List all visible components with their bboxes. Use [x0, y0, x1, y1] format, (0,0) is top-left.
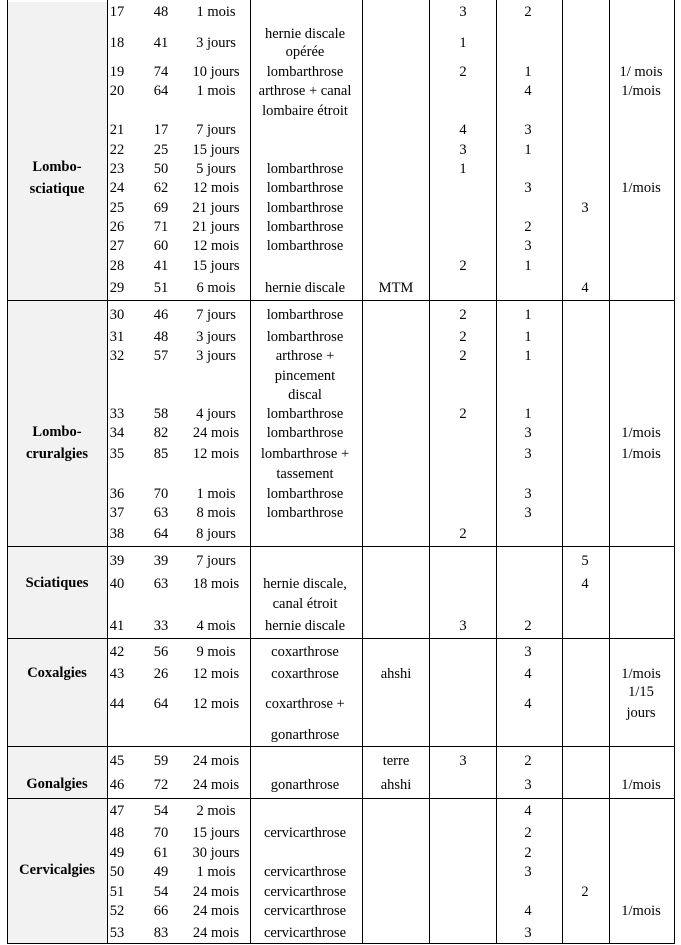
age-cell: 33 — [153, 617, 169, 634]
score-col1: 1 — [459, 160, 467, 177]
score-col2: 2 — [524, 824, 532, 841]
duration-cell: 4 jours — [196, 405, 236, 422]
group-divider — [7, 943, 675, 944]
score-col1: 1 — [459, 34, 467, 51]
score-col2: 3 — [524, 863, 532, 880]
diagnosis-cell: arthrose + — [275, 347, 335, 364]
patient-number: 48 — [109, 824, 125, 841]
patient-number: 45 — [109, 752, 125, 769]
score-col2: 1 — [524, 63, 532, 80]
duration-cell: 24 mois — [192, 752, 240, 769]
diagnosis-cell: lombarthrose — [266, 63, 344, 80]
frequency-cell: 1/mois — [621, 424, 661, 441]
score-col2: 3 — [524, 776, 532, 793]
diagnosis-cell: lombarthrose — [266, 218, 344, 235]
score-col2: 3 — [524, 924, 532, 941]
diagnosis-cell: lombarthrose + — [260, 445, 350, 462]
age-cell: 60 — [153, 237, 169, 254]
diagnosis-cell: coxarthrose + — [265, 695, 345, 712]
diagnosis-cell: hernie discale — [264, 617, 346, 634]
duration-cell: 15 jours — [192, 141, 240, 158]
age-cell: 25 — [153, 141, 169, 158]
duration-cell: 24 mois — [192, 924, 240, 941]
score-col2: 3 — [524, 485, 532, 502]
age-cell: 71 — [153, 218, 169, 235]
diagnosis-cell: lombarthrose — [266, 237, 344, 254]
diagnosis-cell: cervicarthrose — [263, 824, 347, 841]
patient-number: 42 — [109, 643, 125, 660]
age-cell: 50 — [153, 160, 169, 177]
age-cell: 70 — [153, 824, 169, 841]
duration-cell: 12 mois — [192, 695, 240, 712]
score-col1: 3 — [459, 3, 467, 20]
patient-number: 21 — [109, 121, 125, 138]
patient-number: 26 — [109, 218, 125, 235]
patient-number: 29 — [109, 279, 125, 296]
age-cell: 63 — [153, 504, 169, 521]
frequency-cell: 1/mois — [621, 776, 661, 793]
patient-number: 35 — [109, 445, 125, 462]
duration-cell: 1 mois — [196, 485, 236, 502]
age-cell: 62 — [153, 179, 169, 196]
score-col3: 2 — [581, 883, 589, 900]
duration-cell: 8 jours — [196, 525, 236, 542]
duration-cell: 12 mois — [192, 665, 240, 682]
duration-cell: 24 mois — [192, 776, 240, 793]
frequency-cell: 1/ mois — [619, 63, 663, 80]
score-col3: 5 — [581, 552, 589, 569]
patient-number: 38 — [109, 525, 125, 542]
diagnosis-cell: hernie discale — [264, 25, 346, 42]
group-label: Gonalgies — [26, 776, 88, 792]
duration-cell: 3 jours — [196, 328, 236, 345]
column-divider — [107, 0, 108, 944]
age-cell: 41 — [153, 257, 169, 274]
patient-number: 23 — [109, 160, 125, 177]
other-cell: ahshi — [380, 665, 412, 682]
duration-cell: 12 mois — [192, 179, 240, 196]
score-col1: 2 — [459, 347, 467, 364]
diagnosis-cell: lombarthrose — [266, 405, 344, 422]
duration-cell: 9 mois — [196, 643, 236, 660]
score-col2: 4 — [524, 665, 532, 682]
age-cell: 49 — [153, 863, 169, 880]
duration-cell: 24 mois — [192, 902, 240, 919]
score-col2: 4 — [524, 82, 532, 99]
age-cell: 64 — [153, 695, 169, 712]
group-cell-background — [7, 2, 107, 300]
score-col2: 1 — [524, 405, 532, 422]
age-cell: 26 — [153, 665, 169, 682]
diagnosis-cell: lombarthrose — [266, 160, 344, 177]
diagnosis-cell: lombaire étroit — [262, 102, 348, 119]
diagnosis-cell: opérée — [285, 43, 325, 60]
score-col1: 3 — [459, 141, 467, 158]
patient-number: 37 — [109, 504, 125, 521]
score-col2: 4 — [524, 902, 532, 919]
other-cell: ahshi — [380, 776, 412, 793]
age-cell: 56 — [153, 643, 169, 660]
duration-cell: 1 mois — [196, 863, 236, 880]
patient-number: 17 — [109, 3, 125, 20]
diagnosis-cell: coxarthrose — [271, 643, 339, 660]
duration-cell: 15 jours — [192, 257, 240, 274]
score-col2: 1 — [524, 257, 532, 274]
group-label: Lombo- — [32, 159, 82, 175]
score-col3: 4 — [581, 575, 589, 592]
age-cell: 54 — [153, 883, 169, 900]
diagnosis-cell: lombarthrose — [266, 328, 344, 345]
age-cell: 17 — [153, 121, 169, 138]
age-cell: 83 — [153, 924, 169, 941]
score-col1: 2 — [459, 257, 467, 274]
age-cell: 59 — [153, 752, 169, 769]
patient-number: 20 — [109, 82, 125, 99]
diagnosis-cell: hernie discale — [264, 279, 346, 296]
duration-cell: 4 mois — [196, 617, 236, 634]
diagnosis-cell: cervicarthrose — [263, 883, 347, 900]
score-col1: 4 — [459, 121, 467, 138]
patient-number: 39 — [109, 552, 125, 569]
age-cell: 54 — [153, 802, 169, 819]
patient-number: 49 — [109, 844, 125, 861]
patient-number: 43 — [109, 665, 125, 682]
duration-cell: 21 jours — [192, 199, 240, 216]
score-col2: 2 — [524, 218, 532, 235]
patient-number: 33 — [109, 405, 125, 422]
score-col2: 1 — [524, 141, 532, 158]
duration-cell: 6 mois — [196, 279, 236, 296]
score-col1: 3 — [459, 752, 467, 769]
score-col1: 2 — [459, 63, 467, 80]
score-col2: 3 — [524, 643, 532, 660]
score-col1: 3 — [459, 617, 467, 634]
score-col2: 3 — [524, 504, 532, 521]
patient-number: 40 — [109, 575, 125, 592]
duration-cell: 30 jours — [192, 844, 240, 861]
age-cell: 72 — [153, 776, 169, 793]
column-divider — [562, 0, 563, 944]
group-divider — [7, 798, 675, 799]
score-col2: 1 — [524, 347, 532, 364]
duration-cell: 7 jours — [196, 552, 236, 569]
duration-cell: 5 jours — [196, 160, 236, 177]
duration-cell: 12 mois — [192, 237, 240, 254]
age-cell: 46 — [153, 306, 169, 323]
patient-number: 19 — [109, 63, 125, 80]
duration-cell: 10 jours — [192, 63, 240, 80]
column-divider — [7, 0, 8, 944]
age-cell: 51 — [153, 279, 169, 296]
diagnosis-cell: gonarthrose — [270, 726, 340, 743]
patient-number: 41 — [109, 617, 125, 634]
age-cell: 48 — [153, 3, 169, 20]
column-divider — [496, 0, 497, 944]
patient-number: 46 — [109, 776, 125, 793]
group-label: Sciatiques — [25, 575, 89, 591]
age-cell: 69 — [153, 199, 169, 216]
score-col1: 2 — [459, 306, 467, 323]
diagnosis-cell: pincement — [274, 367, 336, 384]
age-cell: 82 — [153, 424, 169, 441]
age-cell: 48 — [153, 328, 169, 345]
duration-cell: 7 jours — [196, 306, 236, 323]
duration-cell: 2 mois — [196, 802, 236, 819]
column-divider — [362, 0, 363, 944]
column-divider — [609, 0, 610, 944]
group-label: Coxalgies — [27, 665, 87, 681]
column-divider — [429, 0, 430, 944]
group-divider — [7, 638, 675, 639]
duration-cell: 8 mois — [196, 504, 236, 521]
patient-number: 25 — [109, 199, 125, 216]
score-col2: 2 — [524, 752, 532, 769]
score-col2: 3 — [524, 445, 532, 462]
patient-number: 24 — [109, 179, 125, 196]
score-col2: 3 — [524, 121, 532, 138]
age-cell: 64 — [153, 82, 169, 99]
diagnosis-cell: discal — [288, 386, 322, 403]
age-cell: 70 — [153, 485, 169, 502]
diagnosis-cell: cervicarthrose — [263, 863, 347, 880]
diagnosis-cell: lombarthrose — [266, 306, 344, 323]
age-cell: 64 — [153, 525, 169, 542]
patient-number: 28 — [109, 257, 125, 274]
age-cell: 39 — [153, 552, 169, 569]
diagnosis-cell: lombarthrose — [266, 179, 344, 196]
age-cell: 61 — [153, 844, 169, 861]
patient-number: 52 — [109, 902, 125, 919]
duration-cell: 21 jours — [192, 218, 240, 235]
age-cell: 63 — [153, 575, 169, 592]
duration-cell: 24 mois — [192, 883, 240, 900]
age-cell: 74 — [153, 63, 169, 80]
patient-number: 34 — [109, 424, 125, 441]
frequency-cell: 1/mois — [621, 445, 661, 462]
group-label: sciatique — [29, 181, 85, 197]
frequency-cell: 1/mois — [621, 665, 661, 682]
score-col2: 1 — [524, 328, 532, 345]
score-col3: 4 — [581, 279, 589, 296]
group-label: Cervicalgies — [19, 862, 95, 878]
diagnosis-cell: coxarthrose — [271, 665, 339, 682]
age-cell: 41 — [153, 34, 169, 51]
frequency-cell: 1/mois — [621, 902, 661, 919]
column-divider — [250, 0, 251, 944]
age-cell: 66 — [153, 902, 169, 919]
group-label: Lombo- — [32, 424, 82, 440]
diagnosis-cell: lombarthrose — [266, 504, 344, 521]
diagnosis-cell: hernie discale, — [263, 575, 347, 592]
score-col2: 2 — [524, 3, 532, 20]
duration-cell: 12 mois — [192, 445, 240, 462]
score-col2: 4 — [524, 695, 532, 712]
group-divider — [7, 300, 675, 301]
diagnosis-cell: canal étroit — [272, 595, 338, 612]
duration-cell: 7 jours — [196, 121, 236, 138]
patient-number: 22 — [109, 141, 125, 158]
score-col2: 3 — [524, 424, 532, 441]
score-col1: 2 — [459, 405, 467, 422]
age-cell: 85 — [153, 445, 169, 462]
duration-cell: 1 mois — [196, 82, 236, 99]
other-cell: terre — [382, 752, 410, 769]
age-cell: 58 — [153, 405, 169, 422]
patient-number: 18 — [109, 34, 125, 51]
duration-cell: 15 jours — [192, 824, 240, 841]
group-label: cruralgies — [25, 446, 88, 462]
duration-cell: 1 mois — [196, 3, 236, 20]
score-col2: 2 — [524, 617, 532, 634]
patient-number: 53 — [109, 924, 125, 941]
column-divider — [674, 0, 675, 944]
duration-cell: 3 jours — [196, 347, 236, 364]
patient-number: 30 — [109, 306, 125, 323]
diagnosis-cell: tassement — [276, 465, 334, 482]
group-cell-background — [7, 638, 107, 746]
frequency-cell: 1/mois — [621, 179, 661, 196]
group-divider — [7, 746, 675, 747]
age-cell: 57 — [153, 347, 169, 364]
frequency-cell: 1/15 — [628, 683, 654, 700]
diagnosis-cell: cervicarthrose — [263, 902, 347, 919]
score-col2: 4 — [524, 802, 532, 819]
patient-number: 51 — [109, 883, 125, 900]
other-cell: MTM — [378, 279, 414, 296]
diagnosis-cell: cervicarthrose — [263, 924, 347, 941]
diagnosis-cell: arthrose + canal — [258, 82, 352, 99]
patient-number: 32 — [109, 347, 125, 364]
score-col2: 3 — [524, 179, 532, 196]
diagnosis-cell: lombarthrose — [266, 199, 344, 216]
patient-number: 27 — [109, 237, 125, 254]
patient-number: 50 — [109, 863, 125, 880]
duration-cell: 18 mois — [192, 575, 240, 592]
patient-number: 36 — [109, 485, 125, 502]
diagnosis-cell: gonarthrose — [270, 776, 340, 793]
diagnosis-cell: lombarthrose — [266, 485, 344, 502]
patient-number: 44 — [109, 695, 125, 712]
duration-cell: 3 jours — [196, 34, 236, 51]
score-col1: 2 — [459, 328, 467, 345]
score-col2: 2 — [524, 844, 532, 861]
frequency-cell: jours — [626, 704, 656, 721]
score-col1: 2 — [459, 525, 467, 542]
score-col3: 3 — [581, 199, 589, 216]
patient-number: 47 — [109, 802, 125, 819]
duration-cell: 24 mois — [192, 424, 240, 441]
patient-number: 31 — [109, 328, 125, 345]
group-divider — [7, 546, 675, 547]
frequency-cell: 1/mois — [621, 82, 661, 99]
diagnosis-cell: lombarthrose — [266, 424, 344, 441]
score-col2: 1 — [524, 306, 532, 323]
score-col2: 3 — [524, 237, 532, 254]
